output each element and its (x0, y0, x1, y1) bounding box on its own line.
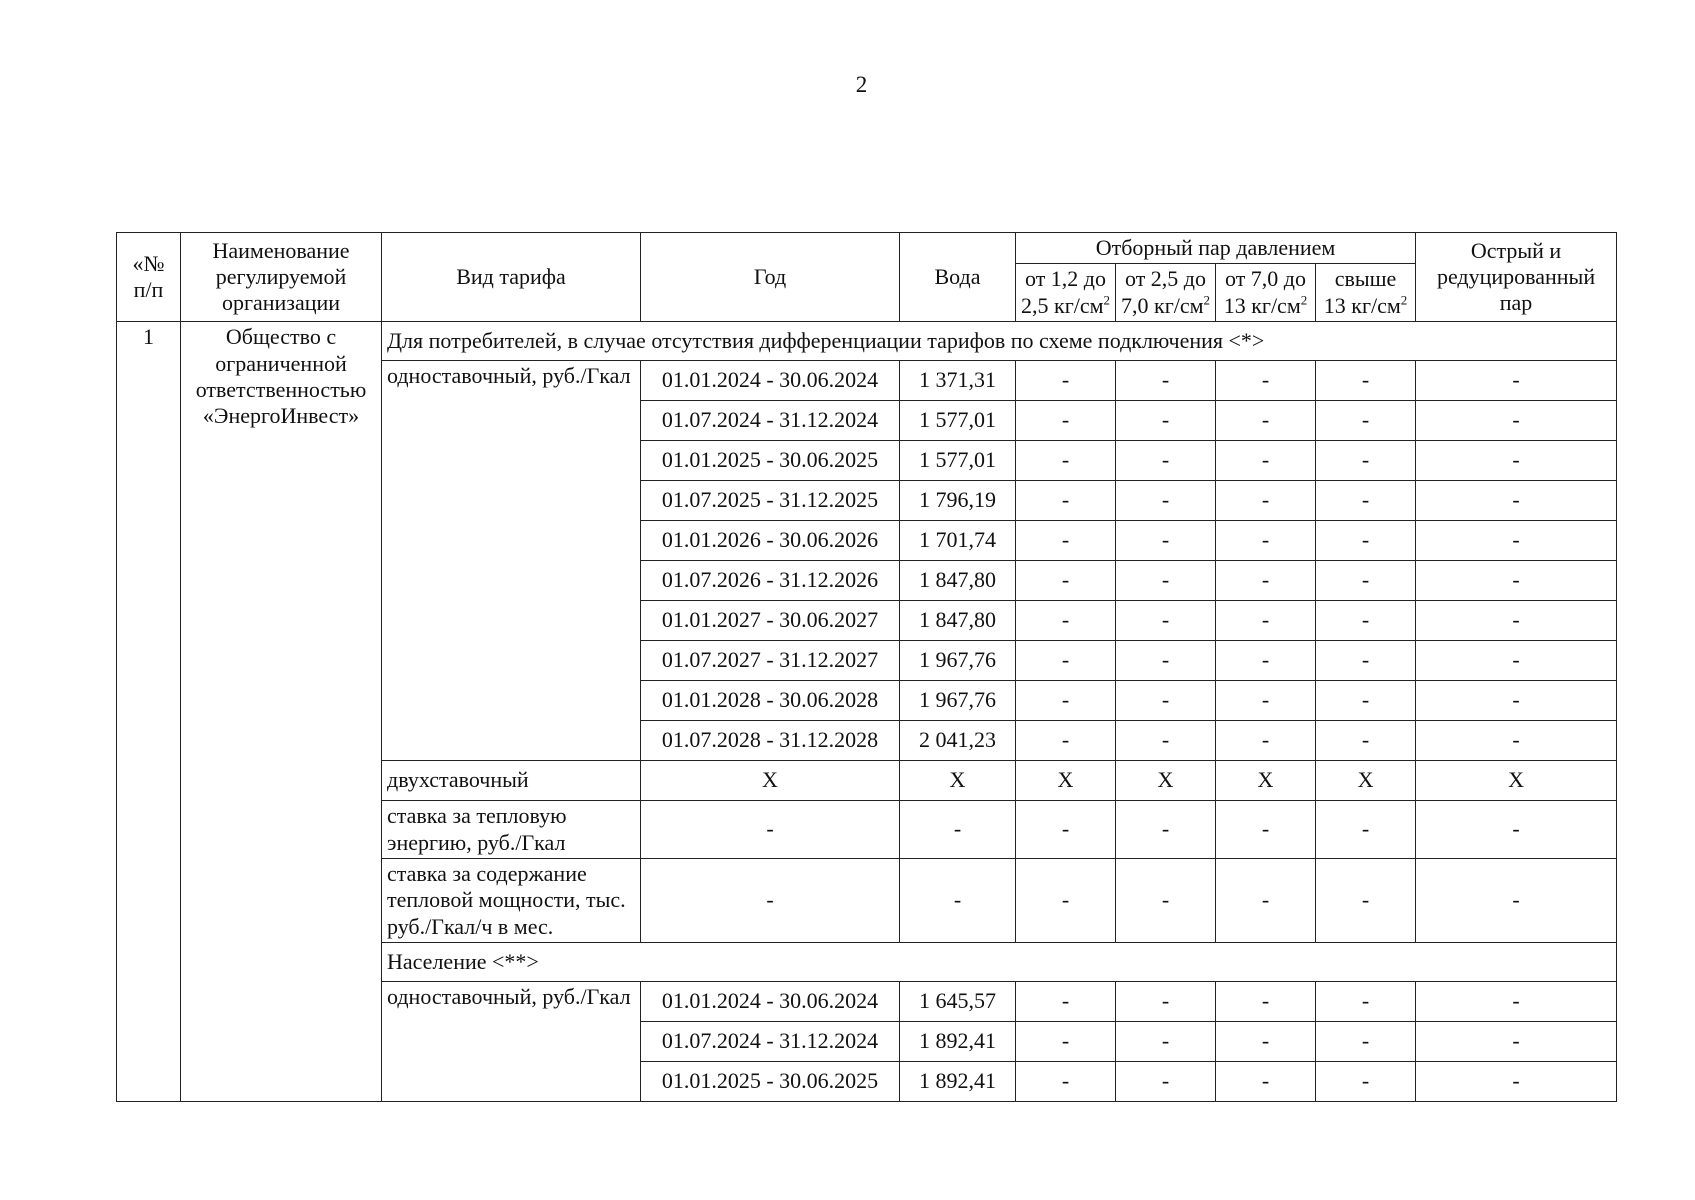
water-rate-cell: 2 041,23 (900, 721, 1016, 761)
period-cell: 01.01.2026 - 30.06.2026 (641, 521, 900, 561)
dash-cell: - (1016, 481, 1116, 521)
dash-cell: - (641, 858, 900, 942)
dash-cell: - (1416, 521, 1617, 561)
dash-cell: - (1116, 361, 1216, 401)
dash-cell: - (1316, 601, 1416, 641)
x-mark-cell: X (1416, 761, 1617, 801)
dash-cell: - (1316, 641, 1416, 681)
period-cell: 01.01.2024 - 30.06.2024 (641, 361, 900, 401)
header-year: Год (641, 233, 900, 322)
period-cell: 01.01.2028 - 30.06.2028 (641, 681, 900, 721)
dash-cell: - (1216, 521, 1316, 561)
dash-cell: - (1216, 401, 1316, 441)
header-row (117, 233, 1617, 264)
x-mark-cell: X (900, 761, 1016, 801)
period-cell: 01.01.2024 - 30.06.2024 (641, 982, 900, 1022)
dash-cell: - (1016, 1062, 1116, 1102)
period-cell: 01.07.2027 - 31.12.2027 (641, 641, 900, 681)
single-rate-label: одноставочный, руб./Гкал (382, 361, 641, 761)
header-sharp-steam: Острый и редуцированный пар (1416, 233, 1617, 322)
water-rate-cell: 1 967,76 (900, 641, 1016, 681)
dash-cell: - (1216, 681, 1316, 721)
dash-cell: - (1416, 601, 1617, 641)
dash-cell: - (1416, 1062, 1617, 1102)
dash-cell: - (1416, 481, 1617, 521)
dash-cell: - (1116, 641, 1216, 681)
header-pressure-3: от 7,0 до 13 $кг/см^2$ (1216, 264, 1316, 322)
dash-cell: - (1216, 858, 1316, 942)
dash-cell: - (1116, 721, 1216, 761)
header-water: Вода (900, 233, 1016, 322)
dash-cell: - (1216, 801, 1316, 859)
org-name: Общество с ограниченной ответственностью «ЭнергоИнвест» (181, 322, 382, 1102)
dash-cell: - (1416, 801, 1617, 859)
header-steam-group: Отборный пар давлением (1016, 233, 1416, 264)
dash-cell: - (900, 801, 1016, 859)
heat-rate-label: ставка за тепловую энергию, руб./Гкал (382, 801, 641, 859)
water-rate-cell: 1 371,31 (900, 361, 1016, 401)
dash-cell: - (1216, 641, 1316, 681)
dash-cell: - (641, 801, 900, 859)
period-cell: 01.07.2024 - 31.12.2024 (641, 401, 900, 441)
dash-cell: - (1116, 521, 1216, 561)
dash-cell: - (1416, 982, 1617, 1022)
dash-cell: - (1316, 521, 1416, 561)
period-cell: 01.07.2025 - 31.12.2025 (641, 481, 900, 521)
dash-cell: - (1216, 982, 1316, 1022)
dash-cell: - (1416, 361, 1617, 401)
dash-cell: - (1016, 561, 1116, 601)
header-pressure-1: от 1,2 до 2,5 $кг/см^2$ (1016, 264, 1116, 322)
water-rate-cell: 1 967,76 (900, 681, 1016, 721)
dash-cell: - (1416, 441, 1617, 481)
dash-cell: - (1116, 801, 1216, 859)
dash-cell: - (1316, 441, 1416, 481)
dash-cell: - (1416, 858, 1617, 942)
section-row-consumers (117, 322, 1617, 361)
dash-cell: - (1316, 681, 1416, 721)
header-org: Наименование регулируемой организации (181, 233, 382, 322)
dash-cell: - (1316, 561, 1416, 601)
dash-cell: - (1416, 721, 1617, 761)
x-mark-cell: X (1316, 761, 1416, 801)
water-rate-cell: 1 892,41 (900, 1062, 1016, 1102)
x-mark-cell: X (1116, 761, 1216, 801)
period-cell: 01.07.2024 - 31.12.2024 (641, 1022, 900, 1062)
dash-cell: - (1116, 441, 1216, 481)
dash-cell: - (1016, 641, 1116, 681)
water-rate-cell: 1 645,57 (900, 982, 1016, 1022)
dash-cell: - (1016, 721, 1116, 761)
dash-cell: - (1216, 561, 1316, 601)
dash-cell: - (900, 858, 1016, 942)
dash-cell: - (1316, 401, 1416, 441)
two-rate-label: двухставочный (382, 761, 641, 801)
section-title-consumers: Для потребителей, в случае отсутствия дифференциации тарифов по схеме подключения <*> (382, 322, 1617, 361)
dash-cell: - (1216, 481, 1316, 521)
period-cell: 01.07.2028 - 31.12.2028 (641, 721, 900, 761)
x-mark-cell: X (1016, 761, 1116, 801)
water-rate-cell: 1 847,80 (900, 561, 1016, 601)
dash-cell: - (1116, 401, 1216, 441)
x-mark-cell: X (641, 761, 900, 801)
dash-cell: - (1316, 801, 1416, 859)
header-pressure-2: от 2,5 до 7,0 $кг/см^2$ (1116, 264, 1216, 322)
tariff-table (116, 232, 1617, 1102)
single-rate-label: одноставочный, руб./Гкал (382, 982, 641, 1102)
water-rate-cell: 1 577,01 (900, 441, 1016, 481)
dash-cell: - (1116, 858, 1216, 942)
dash-cell: - (1216, 601, 1316, 641)
water-rate-cell: 1 796,19 (900, 481, 1016, 521)
dash-cell: - (1416, 1022, 1617, 1062)
dash-cell: - (1216, 721, 1316, 761)
dash-cell: - (1016, 521, 1116, 561)
header-tariff-type: Вид тарифа (382, 233, 641, 322)
dash-cell: - (1316, 481, 1416, 521)
page-number: 2 (855, 72, 868, 97)
dash-cell: - (1116, 1022, 1216, 1062)
dash-cell: - (1316, 1022, 1416, 1062)
period-cell: 01.01.2025 - 30.06.2025 (641, 1062, 900, 1102)
dash-cell: - (1016, 801, 1116, 859)
dash-cell: - (1116, 681, 1216, 721)
water-rate-cell: 1 847,80 (900, 601, 1016, 641)
x-mark-cell: X (1216, 761, 1316, 801)
dash-cell: - (1016, 401, 1116, 441)
dash-cell: - (1016, 441, 1116, 481)
dash-cell: - (1316, 361, 1416, 401)
dash-cell: - (1316, 721, 1416, 761)
dash-cell: - (1016, 1022, 1116, 1062)
water-rate-cell: 1 892,41 (900, 1022, 1016, 1062)
water-rate-cell: 1 577,01 (900, 401, 1016, 441)
capacity-rate-label: ставка за содержание тепловой мощности, тыс. руб./Гкал/ч в мес. (382, 858, 641, 942)
period-cell: 01.07.2026 - 31.12.2026 (641, 561, 900, 601)
dash-cell: - (1016, 681, 1116, 721)
dash-cell: - (1416, 401, 1617, 441)
dash-cell: - (1116, 1062, 1216, 1102)
dash-cell: - (1216, 1022, 1316, 1062)
period-cell: 01.01.2025 - 30.06.2025 (641, 441, 900, 481)
dash-cell: - (1016, 361, 1116, 401)
header-pressure-4: свыше 13 $кг/см^2$ (1316, 264, 1416, 322)
dash-cell: - (1316, 858, 1416, 942)
water-rate-cell: 1 701,74 (900, 521, 1016, 561)
dash-cell: - (1316, 982, 1416, 1022)
dash-cell: - (1216, 1062, 1316, 1102)
dash-cell: - (1016, 601, 1116, 641)
dash-cell: - (1116, 561, 1216, 601)
dash-cell: - (1316, 1062, 1416, 1102)
dash-cell: - (1116, 601, 1216, 641)
dash-cell: - (1216, 441, 1316, 481)
dash-cell: - (1116, 481, 1216, 521)
header-num: «№ п/п (117, 233, 181, 322)
dash-cell: - (1216, 361, 1316, 401)
dash-cell: - (1116, 982, 1216, 1022)
dash-cell: - (1416, 681, 1617, 721)
dash-cell: - (1016, 858, 1116, 942)
period-cell: 01.01.2027 - 30.06.2027 (641, 601, 900, 641)
dash-cell: - (1416, 641, 1617, 681)
dash-cell: - (1416, 561, 1617, 601)
section-title-population: Население <**> (382, 943, 1617, 982)
dash-cell: - (1016, 982, 1116, 1022)
org-num: 1 (117, 322, 181, 1102)
